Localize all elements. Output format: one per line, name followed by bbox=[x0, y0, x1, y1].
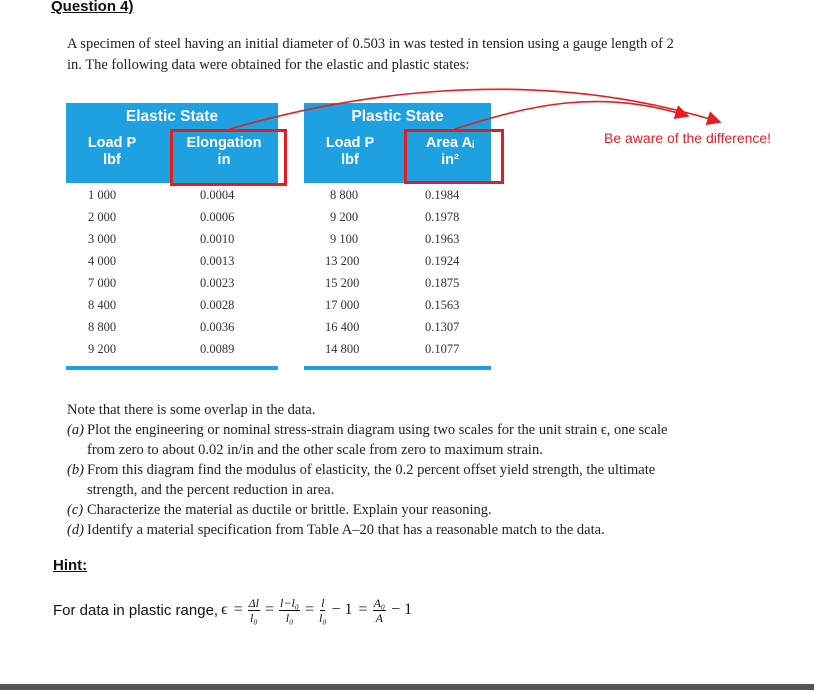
elastic-load-label: Load P bbox=[87, 135, 137, 151]
list-item bbox=[67, 420, 677, 460]
table-cell: 1 000 bbox=[88, 188, 117, 202]
epsilon-symbol: ϵ bbox=[221, 601, 228, 618]
equals-sign: = bbox=[233, 601, 243, 618]
list-item bbox=[67, 520, 677, 540]
overlap-note: Note that there is some overlap in the data. bbox=[67, 402, 316, 418]
table-cell: 0.1875 bbox=[425, 276, 460, 290]
fraction-denominator: A bbox=[375, 610, 383, 625]
table-cell: 0.0013 bbox=[200, 254, 235, 268]
minus-one: − 1 bbox=[391, 601, 413, 618]
fraction bbox=[319, 596, 327, 625]
plastic-load-label: Load P bbox=[325, 135, 375, 151]
strain-formula bbox=[53, 590, 415, 630]
table-cell: 0.1924 bbox=[425, 254, 460, 268]
table-cell: 17 000 bbox=[325, 298, 360, 312]
item-text: From this diagram find the modulus of elasticity, the 0.2 percent offset yield strength, the ultimate strength, and the percent reduction in area. bbox=[87, 462, 656, 498]
elastic-elongation-unit: in bbox=[217, 152, 231, 168]
table-cell: 13 200 bbox=[325, 254, 360, 268]
bottom-bar bbox=[0, 684, 814, 690]
table-cell: 0.0089 bbox=[200, 342, 235, 356]
table-cell: 0.0010 bbox=[200, 232, 235, 246]
table-cell: 14 800 bbox=[325, 342, 360, 356]
equals-sign: = bbox=[358, 601, 368, 618]
elastic-load-unit: lbf bbox=[103, 152, 121, 168]
item-text: Identify a material specification from Table A–20 that has a reasonable match to the data. bbox=[87, 522, 605, 538]
fraction bbox=[248, 596, 260, 625]
elastic-elongation-label: Elongation bbox=[186, 135, 262, 151]
item-label: (a) bbox=[67, 422, 84, 438]
table-cell: 9 100 bbox=[330, 232, 359, 246]
fraction-denominator: l₀ bbox=[250, 610, 258, 625]
table-cell: 0.1978 bbox=[425, 210, 460, 224]
equals-sign: = bbox=[265, 601, 275, 618]
list-item bbox=[67, 460, 677, 500]
difference-annotation: Be aware of the difference! bbox=[604, 130, 772, 146]
item-label: (b) bbox=[67, 462, 84, 478]
hint-title: Hint: bbox=[53, 557, 88, 574]
table-cell: 0.0023 bbox=[200, 276, 235, 290]
table-cell: 0.1077 bbox=[425, 342, 460, 356]
formula-prefix: For data in plastic range, bbox=[53, 601, 219, 619]
fraction bbox=[373, 596, 387, 625]
plastic-area-unit: in² bbox=[441, 152, 459, 168]
table-cell: 8 800 bbox=[330, 188, 359, 202]
item-text: Plot the engineering or nominal stress-strain diagram using two scales for the unit strain ϵ, one scale from zero to about 0.02 in/in and the other scale from zero to maximum strain. bbox=[87, 422, 668, 458]
table-cell: 0.0004 bbox=[200, 188, 235, 202]
table-cell: 8 400 bbox=[88, 298, 117, 312]
table-cell: 2 000 bbox=[88, 210, 117, 224]
fraction-numerator: Δl bbox=[248, 595, 259, 610]
list-item bbox=[67, 500, 677, 520]
item-label: (c) bbox=[67, 502, 84, 518]
fraction-numerator: l bbox=[321, 595, 325, 610]
item-label: (d) bbox=[67, 522, 84, 538]
table-cell: 0.1984 bbox=[425, 188, 460, 202]
table-cell: 7 000 bbox=[88, 276, 117, 290]
table-cell: 0.0028 bbox=[200, 298, 235, 312]
table-cell: 0.0006 bbox=[200, 210, 235, 224]
table-cell: 3 000 bbox=[88, 232, 117, 246]
fraction-numerator: A₀ bbox=[373, 595, 386, 610]
table-cell: 4 000 bbox=[88, 254, 117, 268]
fraction-numerator: l−l₀ bbox=[280, 595, 299, 610]
table-cell: 9 200 bbox=[88, 342, 117, 356]
question-title: Question 4) bbox=[51, 0, 134, 15]
table-cell: 0.1563 bbox=[425, 298, 460, 312]
table-cell: 0.1307 bbox=[425, 320, 460, 334]
table-cell: 8 800 bbox=[88, 320, 117, 334]
intro-paragraph: A specimen of steel having an initial diameter of 0.503 in was tested in tension using a gauge length of 2 in. The following data were obtained for the elastic and plastic states: bbox=[67, 36, 674, 73]
table-cell: 0.0036 bbox=[200, 320, 235, 334]
table-cell: 15 200 bbox=[325, 276, 360, 290]
plastic-area-label: Area Aᵢ bbox=[425, 135, 475, 151]
equals-sign: = bbox=[304, 601, 314, 618]
fraction bbox=[279, 596, 300, 625]
fraction-denominator: l₀ bbox=[319, 610, 327, 625]
question-parts bbox=[67, 400, 677, 540]
table-cell: 16 400 bbox=[325, 320, 360, 334]
minus-one: − 1 bbox=[331, 601, 353, 618]
plastic-load-unit: lbf bbox=[341, 152, 359, 168]
fraction-denominator: l₀ bbox=[285, 610, 294, 625]
elastic-group-title: Elastic State bbox=[125, 108, 219, 125]
item-text: Characterize the material as ductile or brittle. Explain your reasoning. bbox=[87, 502, 492, 518]
table-cell: 0.1963 bbox=[425, 232, 460, 246]
table-cell: 9 200 bbox=[330, 210, 359, 224]
plastic-group-title: Plastic State bbox=[351, 108, 444, 125]
arrow-from-area bbox=[455, 101, 688, 129]
